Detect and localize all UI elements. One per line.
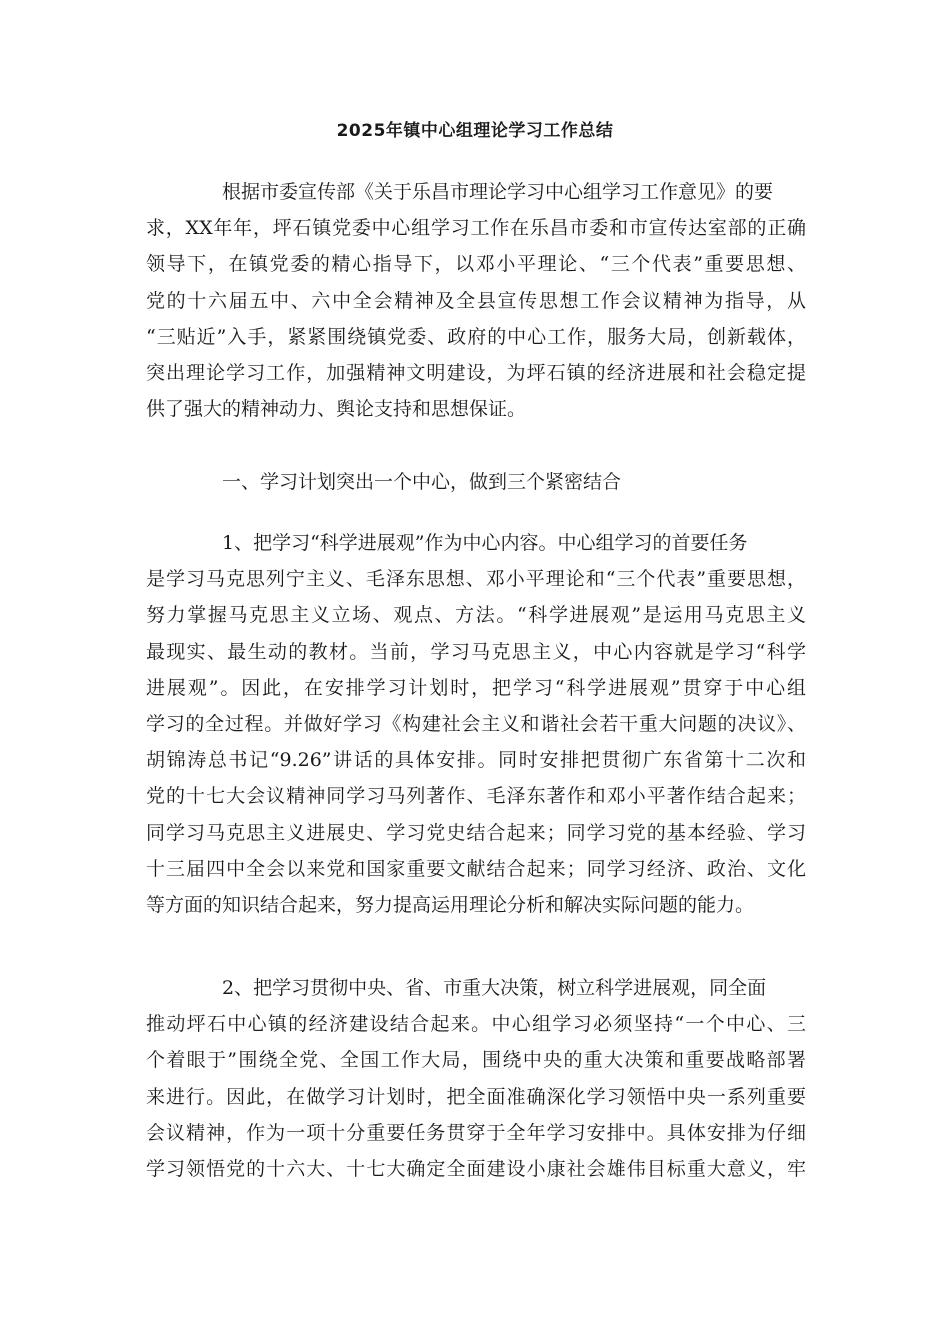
paragraph-line: 十三届四中全会以来党和国家重要文献结合起来；同学习经济、政治、文化	[146, 857, 806, 880]
document-title: 2025年镇中心组理论学习工作总结	[336, 121, 614, 141]
paragraph-line: 党的十六届五中、六中全会精神及全县宣传思想工作会议精神为指导，从	[146, 289, 806, 312]
paragraph-line: 一、学习计划突出一个中心，做到三个紧密结合	[222, 471, 622, 493]
paragraph-line: 来进行。因此，在做学习计划时，把全面准确深化学习领悟中央一系列重要	[146, 1085, 806, 1108]
paragraph-line: 是学习马克思列宁主义、毛泽东思想、邓小平理论和“三个代表”重要思想，	[146, 568, 806, 591]
paragraph-line: 供了强大的精神动力、舆论支持和思想保证。	[146, 398, 527, 421]
paragraph-line: 进展观”。因此，在安排学习计划时，把学习“科学进展观”贯穿于中心组	[146, 676, 806, 699]
paragraph-line: 推动坪石中心镇的经济建设结合起来。中心组学习必须坚持“一个中心、三	[146, 1013, 806, 1036]
paragraph-item-2	[146, 970, 806, 1187]
paragraph-intro	[146, 174, 806, 427]
paragraph-line: 最现实、最生动的教材。当前，学习马克思主义，中心内容就是学习“科学	[146, 640, 806, 663]
paragraph-item-1	[146, 525, 806, 923]
paragraph-line: 求，XX年年，坪石镇党委中心组学习工作在乐昌市委和市宣传达室部的正确	[146, 217, 806, 240]
paragraph-line: 突出理论学习工作，加强精神文明建设，为坪石镇的经济进展和社会稳定提	[146, 361, 806, 384]
paragraph-line: 2、把学习贯彻中央、省、市重大决策，树立科学进展观，同全面	[222, 977, 767, 999]
paragraph-line: 胡锦涛总书记“9.26”讲话的具体安排。同时安排把贯彻广东省第十二次和	[146, 749, 806, 772]
paragraph-line: 会议精神，作为一项十分重要任务贯穿于全年学习安排中。具体安排为仔细	[146, 1121, 806, 1144]
section-heading	[146, 464, 806, 500]
paragraph-line: 根据市委宣传部《关于乐昌市理论学习中心组学习工作意见》的要	[222, 181, 774, 203]
paragraph-line: 学习的全过程。并做好学习《构建社会主义和谐社会若干重大问题的决议》、	[146, 712, 806, 735]
paragraph-line: 同学习马克思主义进展史、学习党史结合起来；同学习党的基本经验、学习	[146, 821, 806, 844]
paragraph-line: 1、把学习“科学进展观”作为中心内容。中心组学习的首要任务	[222, 532, 748, 554]
paragraph-line: 等方面的知识结合起来，努力提高运用理论分析和解决实际问题的能力。	[146, 893, 755, 916]
paragraph-line: 个着眼于”围绕全党、全国工作大局，围绕中央的重大决策和重要战略部署	[146, 1049, 806, 1072]
paragraph-line: 努力掌握马克思主义立场、观点、方法。“科学进展观”是运用马克思主义	[146, 604, 806, 627]
paragraph-line: 学习领悟党的十六大、十七大确定全面建设小康社会雄伟目标重大意义，牢	[146, 1157, 806, 1180]
paragraph-line: 领导下，在镇党委的精心指导下，以邓小平理论、“三个代表”重要思想、	[146, 253, 806, 276]
paragraph-line: 党的十七大会议精神同学习马列著作、毛泽东著作和邓小平著作结合起来；	[146, 785, 806, 808]
paragraph-line: “三贴近”入手，紧紧围绕镇党委、政府的中心工作，服务大局，创新载体，	[146, 325, 806, 348]
